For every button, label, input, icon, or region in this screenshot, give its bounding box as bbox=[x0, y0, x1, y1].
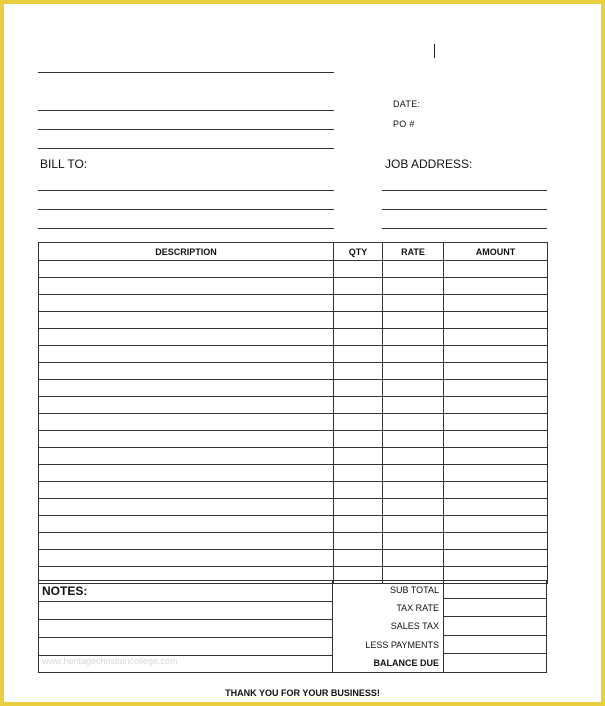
table-row bbox=[39, 516, 548, 533]
amount-cell[interactable] bbox=[444, 261, 548, 278]
rate-cell[interactable] bbox=[383, 448, 444, 465]
rate-cell[interactable] bbox=[383, 550, 444, 567]
column-header-rate: RATE bbox=[383, 243, 444, 261]
tax-rate-divider bbox=[444, 616, 546, 617]
job-address-line-2[interactable] bbox=[382, 209, 547, 210]
amount-cell[interactable] bbox=[444, 448, 548, 465]
amount-cell[interactable] bbox=[444, 397, 548, 414]
qty-cell[interactable] bbox=[334, 448, 383, 465]
table-row bbox=[39, 295, 548, 312]
rate-cell[interactable] bbox=[383, 295, 444, 312]
table-row bbox=[39, 278, 548, 295]
qty-cell[interactable] bbox=[334, 499, 383, 516]
po-label: PO # bbox=[393, 119, 415, 129]
qty-cell[interactable] bbox=[334, 295, 383, 312]
table-row bbox=[39, 431, 548, 448]
rate-cell[interactable] bbox=[383, 499, 444, 516]
sub-total-label: SUB TOTAL bbox=[389, 585, 439, 595]
sales-tax-label: SALES TAX bbox=[390, 621, 439, 631]
totals-values[interactable] bbox=[443, 580, 547, 673]
table-row bbox=[39, 380, 548, 397]
table-row bbox=[39, 414, 548, 431]
rate-cell[interactable] bbox=[383, 261, 444, 278]
amount-cell[interactable] bbox=[444, 465, 548, 482]
description-cell[interactable] bbox=[39, 295, 334, 312]
balance-due-label: BALANCE DUE bbox=[373, 658, 439, 668]
description-cell[interactable] bbox=[39, 516, 334, 533]
description-cell[interactable] bbox=[39, 329, 334, 346]
description-cell[interactable] bbox=[39, 499, 334, 516]
amount-cell[interactable] bbox=[444, 363, 548, 380]
job-address-line-1[interactable] bbox=[382, 190, 547, 191]
rate-cell[interactable] bbox=[383, 346, 444, 363]
rate-cell[interactable] bbox=[383, 465, 444, 482]
amount-cell[interactable] bbox=[444, 482, 548, 499]
description-cell[interactable] bbox=[39, 380, 334, 397]
rate-cell[interactable] bbox=[383, 380, 444, 397]
qty-cell[interactable] bbox=[334, 465, 383, 482]
bill-to-label: BILL TO: bbox=[40, 157, 88, 171]
rate-cell[interactable] bbox=[383, 312, 444, 329]
table-row bbox=[39, 550, 548, 567]
amount-cell[interactable] bbox=[444, 431, 548, 448]
column-header-qty: QTY bbox=[334, 243, 383, 261]
table-row bbox=[39, 533, 548, 550]
amount-cell[interactable] bbox=[444, 278, 548, 295]
table-row bbox=[39, 329, 548, 346]
description-cell[interactable] bbox=[39, 278, 334, 295]
sub-total-divider bbox=[444, 598, 546, 599]
description-cell[interactable] bbox=[39, 346, 334, 363]
amount-cell[interactable] bbox=[444, 550, 548, 567]
amount-cell[interactable] bbox=[444, 414, 548, 431]
qty-cell[interactable] bbox=[334, 533, 383, 550]
thank-you-message: THANK YOU FOR YOUR BUSINESS! bbox=[225, 688, 380, 698]
tax-rate-label: TAX RATE bbox=[396, 603, 439, 613]
totals-labels bbox=[333, 580, 443, 673]
description-cell[interactable] bbox=[39, 397, 334, 414]
table-row bbox=[39, 363, 548, 380]
rate-cell[interactable] bbox=[383, 414, 444, 431]
description-cell[interactable] bbox=[39, 465, 334, 482]
bill-to-line-3[interactable] bbox=[38, 228, 334, 229]
qty-cell[interactable] bbox=[334, 278, 383, 295]
qty-cell[interactable] bbox=[334, 363, 383, 380]
job-address-line-3[interactable] bbox=[382, 228, 547, 229]
items-header-row bbox=[39, 243, 548, 261]
date-label: DATE: bbox=[393, 99, 421, 109]
qty-cell[interactable] bbox=[334, 329, 383, 346]
description-cell[interactable] bbox=[39, 482, 334, 499]
rate-cell[interactable] bbox=[383, 397, 444, 414]
table-row bbox=[39, 312, 548, 329]
description-cell[interactable] bbox=[39, 448, 334, 465]
less-payments-label: LESS PAYMENTS bbox=[365, 640, 439, 650]
rate-cell[interactable] bbox=[383, 329, 444, 346]
invoice-sheet bbox=[4, 4, 601, 702]
qty-cell[interactable] bbox=[334, 312, 383, 329]
company-address-line-3[interactable] bbox=[38, 148, 334, 149]
notes-line-3 bbox=[39, 637, 332, 638]
rate-cell[interactable] bbox=[383, 278, 444, 295]
rate-cell[interactable] bbox=[383, 516, 444, 533]
column-header-amount: AMOUNT bbox=[444, 243, 548, 261]
qty-cell[interactable] bbox=[334, 482, 383, 499]
amount-cell[interactable] bbox=[444, 295, 548, 312]
watermark: www.heritagechristiancollege.com bbox=[42, 656, 178, 666]
rate-cell[interactable] bbox=[383, 431, 444, 448]
amount-cell[interactable] bbox=[444, 346, 548, 363]
rate-cell[interactable] bbox=[383, 363, 444, 380]
table-row bbox=[39, 261, 548, 278]
notes-line-2 bbox=[39, 619, 332, 620]
table-row bbox=[39, 397, 548, 414]
table-row bbox=[39, 346, 548, 363]
qty-cell[interactable] bbox=[334, 431, 383, 448]
company-address-line-1[interactable] bbox=[38, 110, 334, 111]
table-row bbox=[39, 482, 548, 499]
description-cell[interactable] bbox=[39, 363, 334, 380]
qty-cell[interactable] bbox=[334, 414, 383, 431]
qty-cell[interactable] bbox=[334, 397, 383, 414]
job-address-label: JOB ADDRESS: bbox=[385, 157, 473, 171]
sales-tax-divider bbox=[444, 635, 546, 636]
notes-line-1 bbox=[39, 601, 332, 602]
qty-cell[interactable] bbox=[334, 516, 383, 533]
company-name-line[interactable] bbox=[38, 72, 334, 73]
rate-cell[interactable] bbox=[383, 533, 444, 550]
amount-cell[interactable] bbox=[444, 533, 548, 550]
qty-cell[interactable] bbox=[334, 380, 383, 397]
table-row bbox=[39, 499, 548, 516]
qty-cell[interactable] bbox=[334, 261, 383, 278]
table-row bbox=[39, 448, 548, 465]
company-address-line-2[interactable] bbox=[38, 129, 334, 130]
items-table bbox=[38, 242, 548, 584]
description-cell[interactable] bbox=[39, 312, 334, 329]
amount-cell[interactable] bbox=[444, 380, 548, 397]
less-payments-divider bbox=[444, 653, 546, 654]
bill-to-line-1[interactable] bbox=[38, 190, 334, 191]
description-cell[interactable] bbox=[39, 431, 334, 448]
amount-cell[interactable] bbox=[444, 329, 548, 346]
description-cell[interactable] bbox=[39, 261, 334, 278]
bill-to-line-2[interactable] bbox=[38, 209, 334, 210]
notes-label: NOTES: bbox=[42, 584, 88, 598]
description-cell[interactable] bbox=[39, 414, 334, 431]
description-cell[interactable] bbox=[39, 550, 334, 567]
column-header-description: DESCRIPTION bbox=[39, 243, 334, 261]
qty-cell[interactable] bbox=[334, 550, 383, 567]
amount-cell[interactable] bbox=[444, 516, 548, 533]
items-body bbox=[39, 261, 548, 584]
text-cursor bbox=[434, 44, 435, 58]
rate-cell[interactable] bbox=[383, 482, 444, 499]
qty-cell[interactable] bbox=[334, 346, 383, 363]
amount-cell[interactable] bbox=[444, 499, 548, 516]
description-cell[interactable] bbox=[39, 533, 334, 550]
amount-cell[interactable] bbox=[444, 312, 548, 329]
table-row bbox=[39, 465, 548, 482]
